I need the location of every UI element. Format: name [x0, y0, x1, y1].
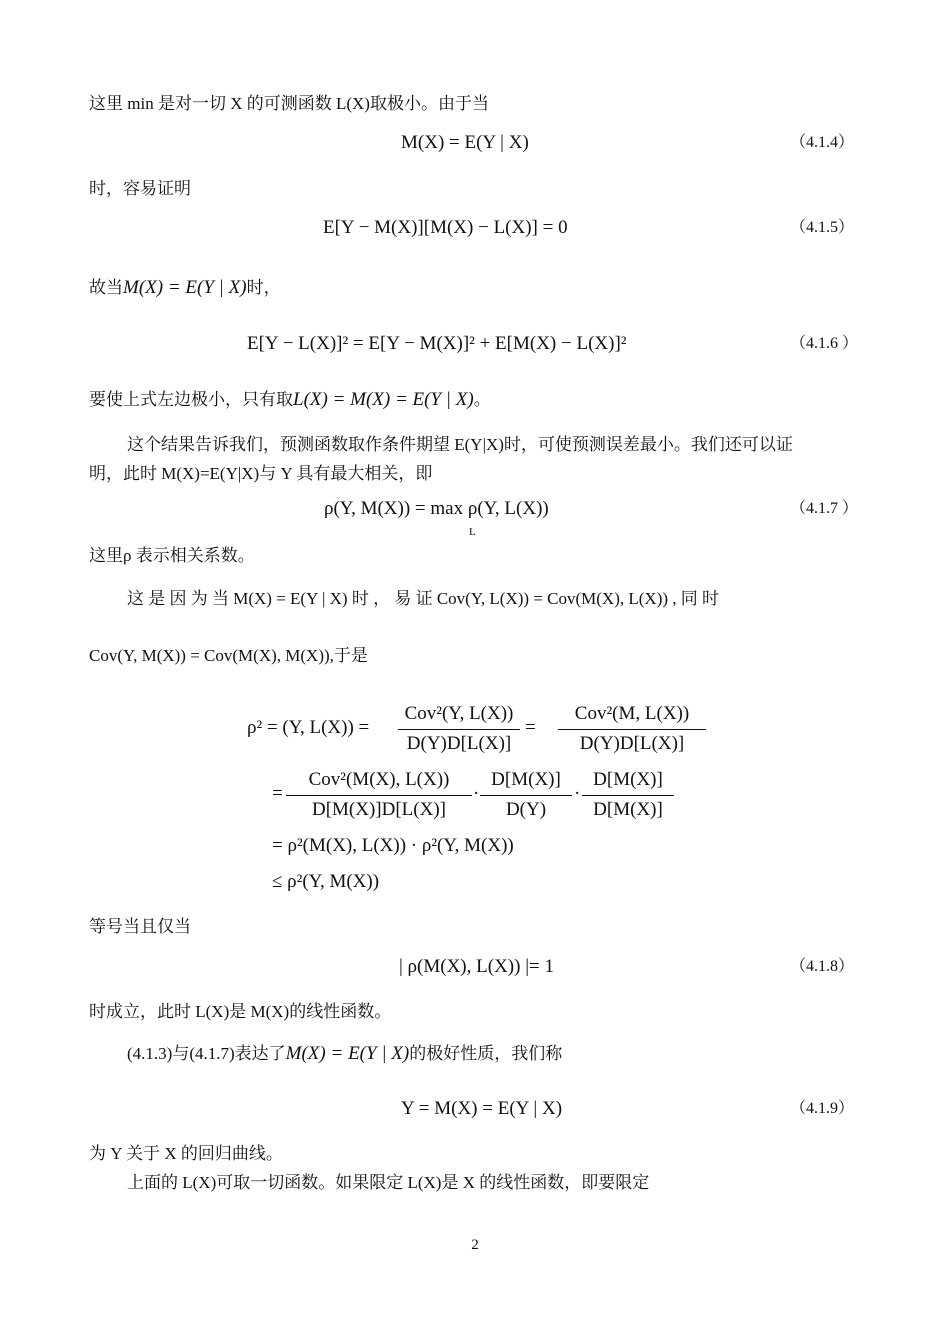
derivation-row-1-fraction-1-denominator: D(Y)D[L(X)] — [406, 733, 512, 754]
derivation-row-2-fraction-3-numerator: D[M(X)] — [593, 769, 663, 790]
fraction-bar — [582, 795, 674, 796]
text-line-13: 为 Y 关于 X 的回归曲线。 — [89, 1144, 283, 1163]
derivation-row-2-fraction-2-numerator: D[M(X)] — [491, 769, 561, 790]
text-line-4-prefix: 要使上式左边极小，只有取 — [89, 390, 293, 409]
text-line-8: 这 是 因 为 当 M(X) = E(Y | X) 时 ， 易 证 Cov(Y, L(X)) = Cov(M(X), L(X)) , 同 时 — [127, 589, 720, 608]
fraction-bar — [480, 795, 572, 796]
derivation-row-2-lhs: = — [272, 783, 283, 804]
derivation-row-3: = ρ²(M(X), L(X)) · ρ²(Y, M(X)) — [272, 835, 514, 856]
equation-4-1-4: M(X) = E(Y | X) — [401, 132, 529, 153]
derivation-row-2-dot-2: · — [574, 783, 581, 804]
text-line-12-math: M(X) = E(Y | X) — [285, 1043, 410, 1064]
text-line-12-suffix: 的极好性质，我们称 — [409, 1044, 563, 1063]
derivation-row-2-fraction-2-denominator: D(Y) — [505, 799, 547, 820]
text-line-5: 这个结果告诉我们，预测函数取作条件期望 E(Y|X)时，可使预测误差最小。我们还可以证 — [127, 435, 793, 454]
text-line-3 — [89, 278, 281, 297]
text-line-14: 上面的 L(X)可取一切函数。如果限定 L(X)是 X 的线性函数，即要限定 — [127, 1173, 650, 1192]
equation-4-1-9: Y = M(X) = E(Y | X) — [401, 1098, 563, 1119]
derivation-row-2-fraction-1-denominator: D[M(X)]D[L(X)] — [311, 799, 446, 820]
text-line-10: 等号当且仅当 — [89, 917, 191, 936]
fraction-bar — [286, 795, 472, 796]
equation-number-4-1-8: （4.1.8） — [790, 958, 855, 975]
text-line-4-suffix: 。 — [473, 390, 491, 409]
equation-number-4-1-4: （4.1.4） — [790, 134, 855, 151]
derivation-row-1-fraction-1-numerator: Cov²(Y, L(X)) — [404, 703, 514, 724]
text-line-4 — [89, 390, 491, 409]
equation-4-1-5: E[Y − M(X)][M(X) − L(X)] = 0 — [323, 217, 568, 238]
text-line-9: Cov(Y, M(X)) = Cov(M(X), M(X)),于是 — [89, 646, 368, 665]
derivation-row-2-fraction-1-numerator: Cov²(M(X), L(X)) — [308, 769, 450, 790]
text-line-3-prefix: 故当 — [89, 278, 123, 297]
text-line-4-math: L(X) = M(X) = E(Y | X) — [293, 389, 474, 410]
equation-4-1-8: | ρ(M(X), L(X)) |= 1 — [399, 956, 554, 977]
derivation-row-2-dot-1: · — [473, 783, 480, 804]
text-line-11: 时成立，此时 L(X)是 M(X)的线性函数。 — [89, 1002, 392, 1021]
text-line-3-suffix: 时， — [246, 278, 281, 297]
derivation-row-1-equals: = — [525, 717, 536, 738]
text-line-12 — [127, 1044, 562, 1063]
page-number: 2 — [471, 1237, 479, 1253]
text-line-1: 这里 min 是对一切 X 的可测函数 L(X)取极小。由于当 — [89, 94, 489, 113]
equation-4-1-7: ρ(Y, M(X)) = max ρ(Y, L(X)) — [324, 498, 549, 519]
text-line-12-prefix: (4.1.3)与(4.1.7)表达了 — [127, 1044, 286, 1063]
equation-number-4-1-9: （4.1.9） — [790, 1100, 855, 1117]
text-line-6: 明，此时 M(X)=E(Y|X)与 Y 具有最大相关，即 — [89, 464, 433, 483]
equation-number-4-1-6: （4.1.6 ） — [790, 335, 859, 352]
derivation-row-2-fraction-3-denominator: D[M(X)] — [593, 799, 663, 820]
derivation-row-1-fraction-2-numerator: Cov²(M, L(X)) — [574, 703, 690, 724]
text-line-3-math: M(X) = E(Y | X) — [123, 277, 247, 298]
derivation-row-1-lhs: ρ² = (Y, L(X)) = — [247, 717, 370, 738]
fraction-bar — [398, 729, 520, 730]
equation-number-4-1-5: （4.1.5） — [790, 219, 855, 236]
text-line-7: 这里ρ 表示相关系数。 — [89, 546, 255, 565]
equation-4-1-6: E[Y − L(X)]² = E[Y − M(X)]² + E[M(X) − L(X)]² — [247, 333, 627, 354]
fraction-bar — [558, 729, 706, 730]
derivation-row-1-fraction-2-denominator: D(Y)D[L(X)] — [579, 733, 685, 754]
text-line-2: 时，容易证明 — [89, 179, 191, 198]
equation-4-1-7-subscript: L — [469, 526, 476, 538]
derivation-row-4: ≤ ρ²(Y, M(X)) — [272, 871, 380, 892]
equation-number-4-1-7: （4.1.7 ） — [790, 500, 859, 517]
